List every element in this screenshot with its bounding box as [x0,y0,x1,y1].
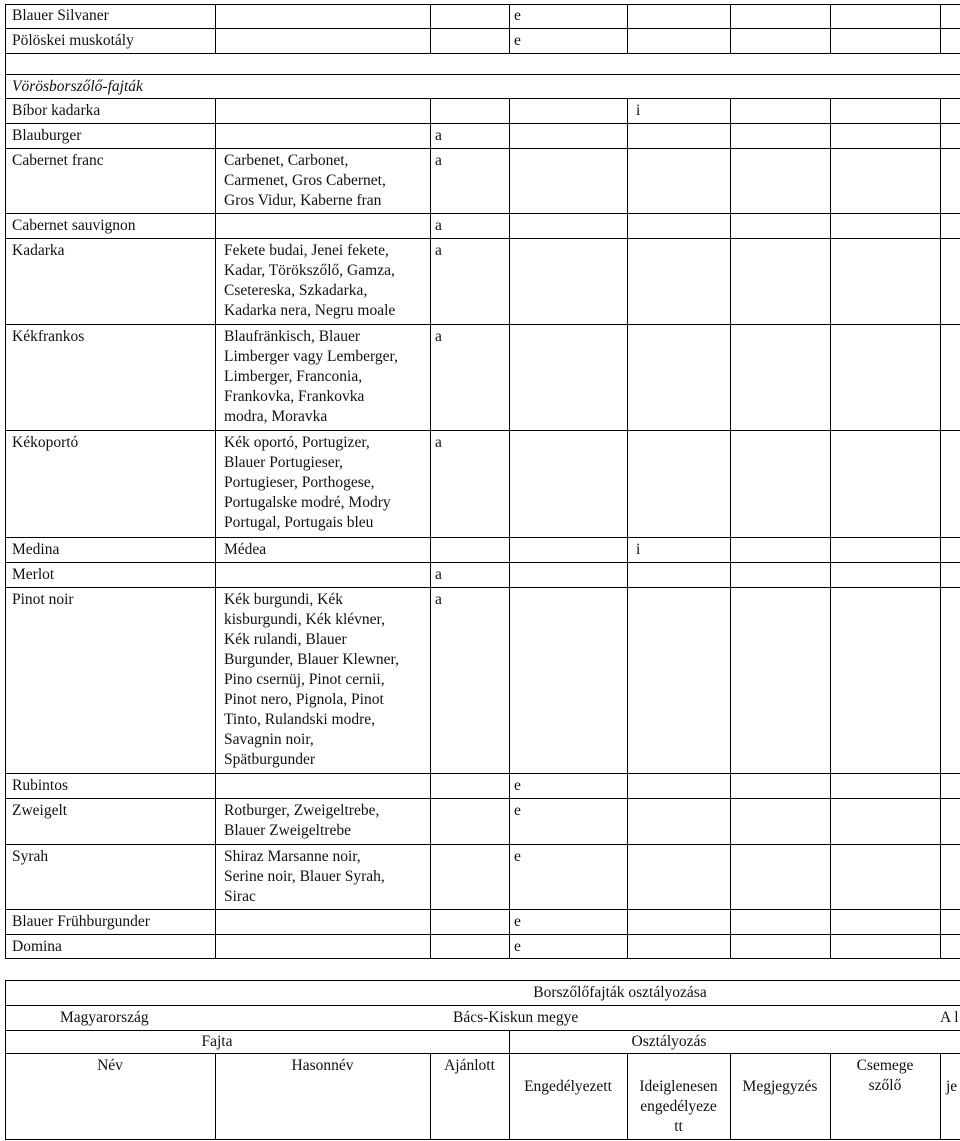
region-county: Bács-Kiskun megye [453,1009,579,1026]
variety-name: Zweigelt [12,802,68,819]
variety-class: a [435,242,442,259]
variety-class: e [514,913,521,930]
region-cut: A l [940,1009,959,1026]
variety-class: e [514,848,521,865]
variety-name: Kékoportó [12,434,79,451]
variety-synonyms: Fekete budai, Jenei fekete, Kadar, Törökszőlő, Gamza, Csetereska, Szkadarka, Kadarka nera, Negru moale [224,242,396,319]
table-title: Borszőlőfajták osztályozása [533,984,707,1001]
variety-name: Blauer Frühburgunder [12,913,150,930]
variety-name: Rubintos [12,777,68,794]
variety-synonyms: Rotburger, Zweigeltrebe, Blauer Zweigeltrebe [224,802,380,839]
variety-class: a [435,217,442,234]
variety-name: Blauburger [12,127,82,144]
col-note: Megjegyzés [742,1078,818,1095]
col-table-grape: Csemege szőlő [856,1057,914,1094]
variety-name: Syrah [12,848,49,865]
col-recommended: Ajánlott [444,1057,495,1074]
variety-synonyms: Blaufränkisch, Blauer Limberger vagy Lemberger, Limberger, Franconia, Frankovka, Frankovka modra, Moravka [224,328,398,425]
variety-synonyms: Shiraz Marsanne noir, Serine noir, Blauer Syrah, Sirac [224,848,385,905]
variety-class: a [435,328,442,345]
variety-class: e [514,802,521,819]
variety-name: Kékfrankos [12,328,85,345]
variety-name: Cabernet franc [12,152,104,169]
variety-name: Merlot [12,566,55,583]
region-country: Magyarország [60,1009,149,1026]
variety-class: a [435,127,442,144]
variety-name: Pinot noir [12,591,74,608]
col-synonym: Hasonnév [291,1057,354,1074]
group-classification: Osztályozás [631,1033,707,1050]
variety-class: i [636,102,641,119]
variety-synonyms: Kék oportó, Portugizer, Blauer Portugieser, Portugieser, Porthogese, Portugalske modré, Modry Portugal, Portugais bleu [224,434,391,531]
variety-class: a [435,434,442,451]
variety-class: i [636,541,641,558]
section-title: Vörösborszőlő-fajták [12,78,143,95]
variety-class: e [514,938,521,955]
variety-name: Bíbor kadarka [12,102,101,119]
variety-class: e [514,777,521,794]
variety-name: Medina [12,541,60,558]
col-temporary: Ideiglenesen engedélyeze tt [639,1078,718,1135]
variety-name: Blauer Silvaner [12,7,109,24]
group-variety: Fajta [201,1033,233,1050]
variety-name: Kadarka [12,242,65,259]
variety-class: a [435,566,442,583]
col-cut: je [946,1078,958,1095]
variety-name: Cabernet sauvignon [12,217,136,234]
variety-name: Domina [12,938,62,955]
variety-class: e [514,7,521,24]
variety-synonyms: Carbenet, Carbonet, Carmenet, Gros Cabernet, Gros Vidur, Kaberne fran [224,152,386,209]
variety-name: Pölöskei muskotály [12,32,134,49]
variety-class: a [435,152,442,169]
col-approved: Engedélyezett [524,1078,612,1095]
variety-class: e [514,32,521,49]
variety-class: a [435,591,442,608]
col-name: Név [97,1057,123,1074]
variety-synonyms: Kék burgundi, Kék kisburgundi, Kék klévner, Kék rulandi, Blauer Burgunder, Blauer Klewner, Pino csernüj, Pinot cernii, Pinot nero, Pignola, Pinot Tinto, Rulandski modre, Savagnin noir, Spätburgunder [224,591,399,768]
variety-synonyms: Médea [224,541,267,558]
